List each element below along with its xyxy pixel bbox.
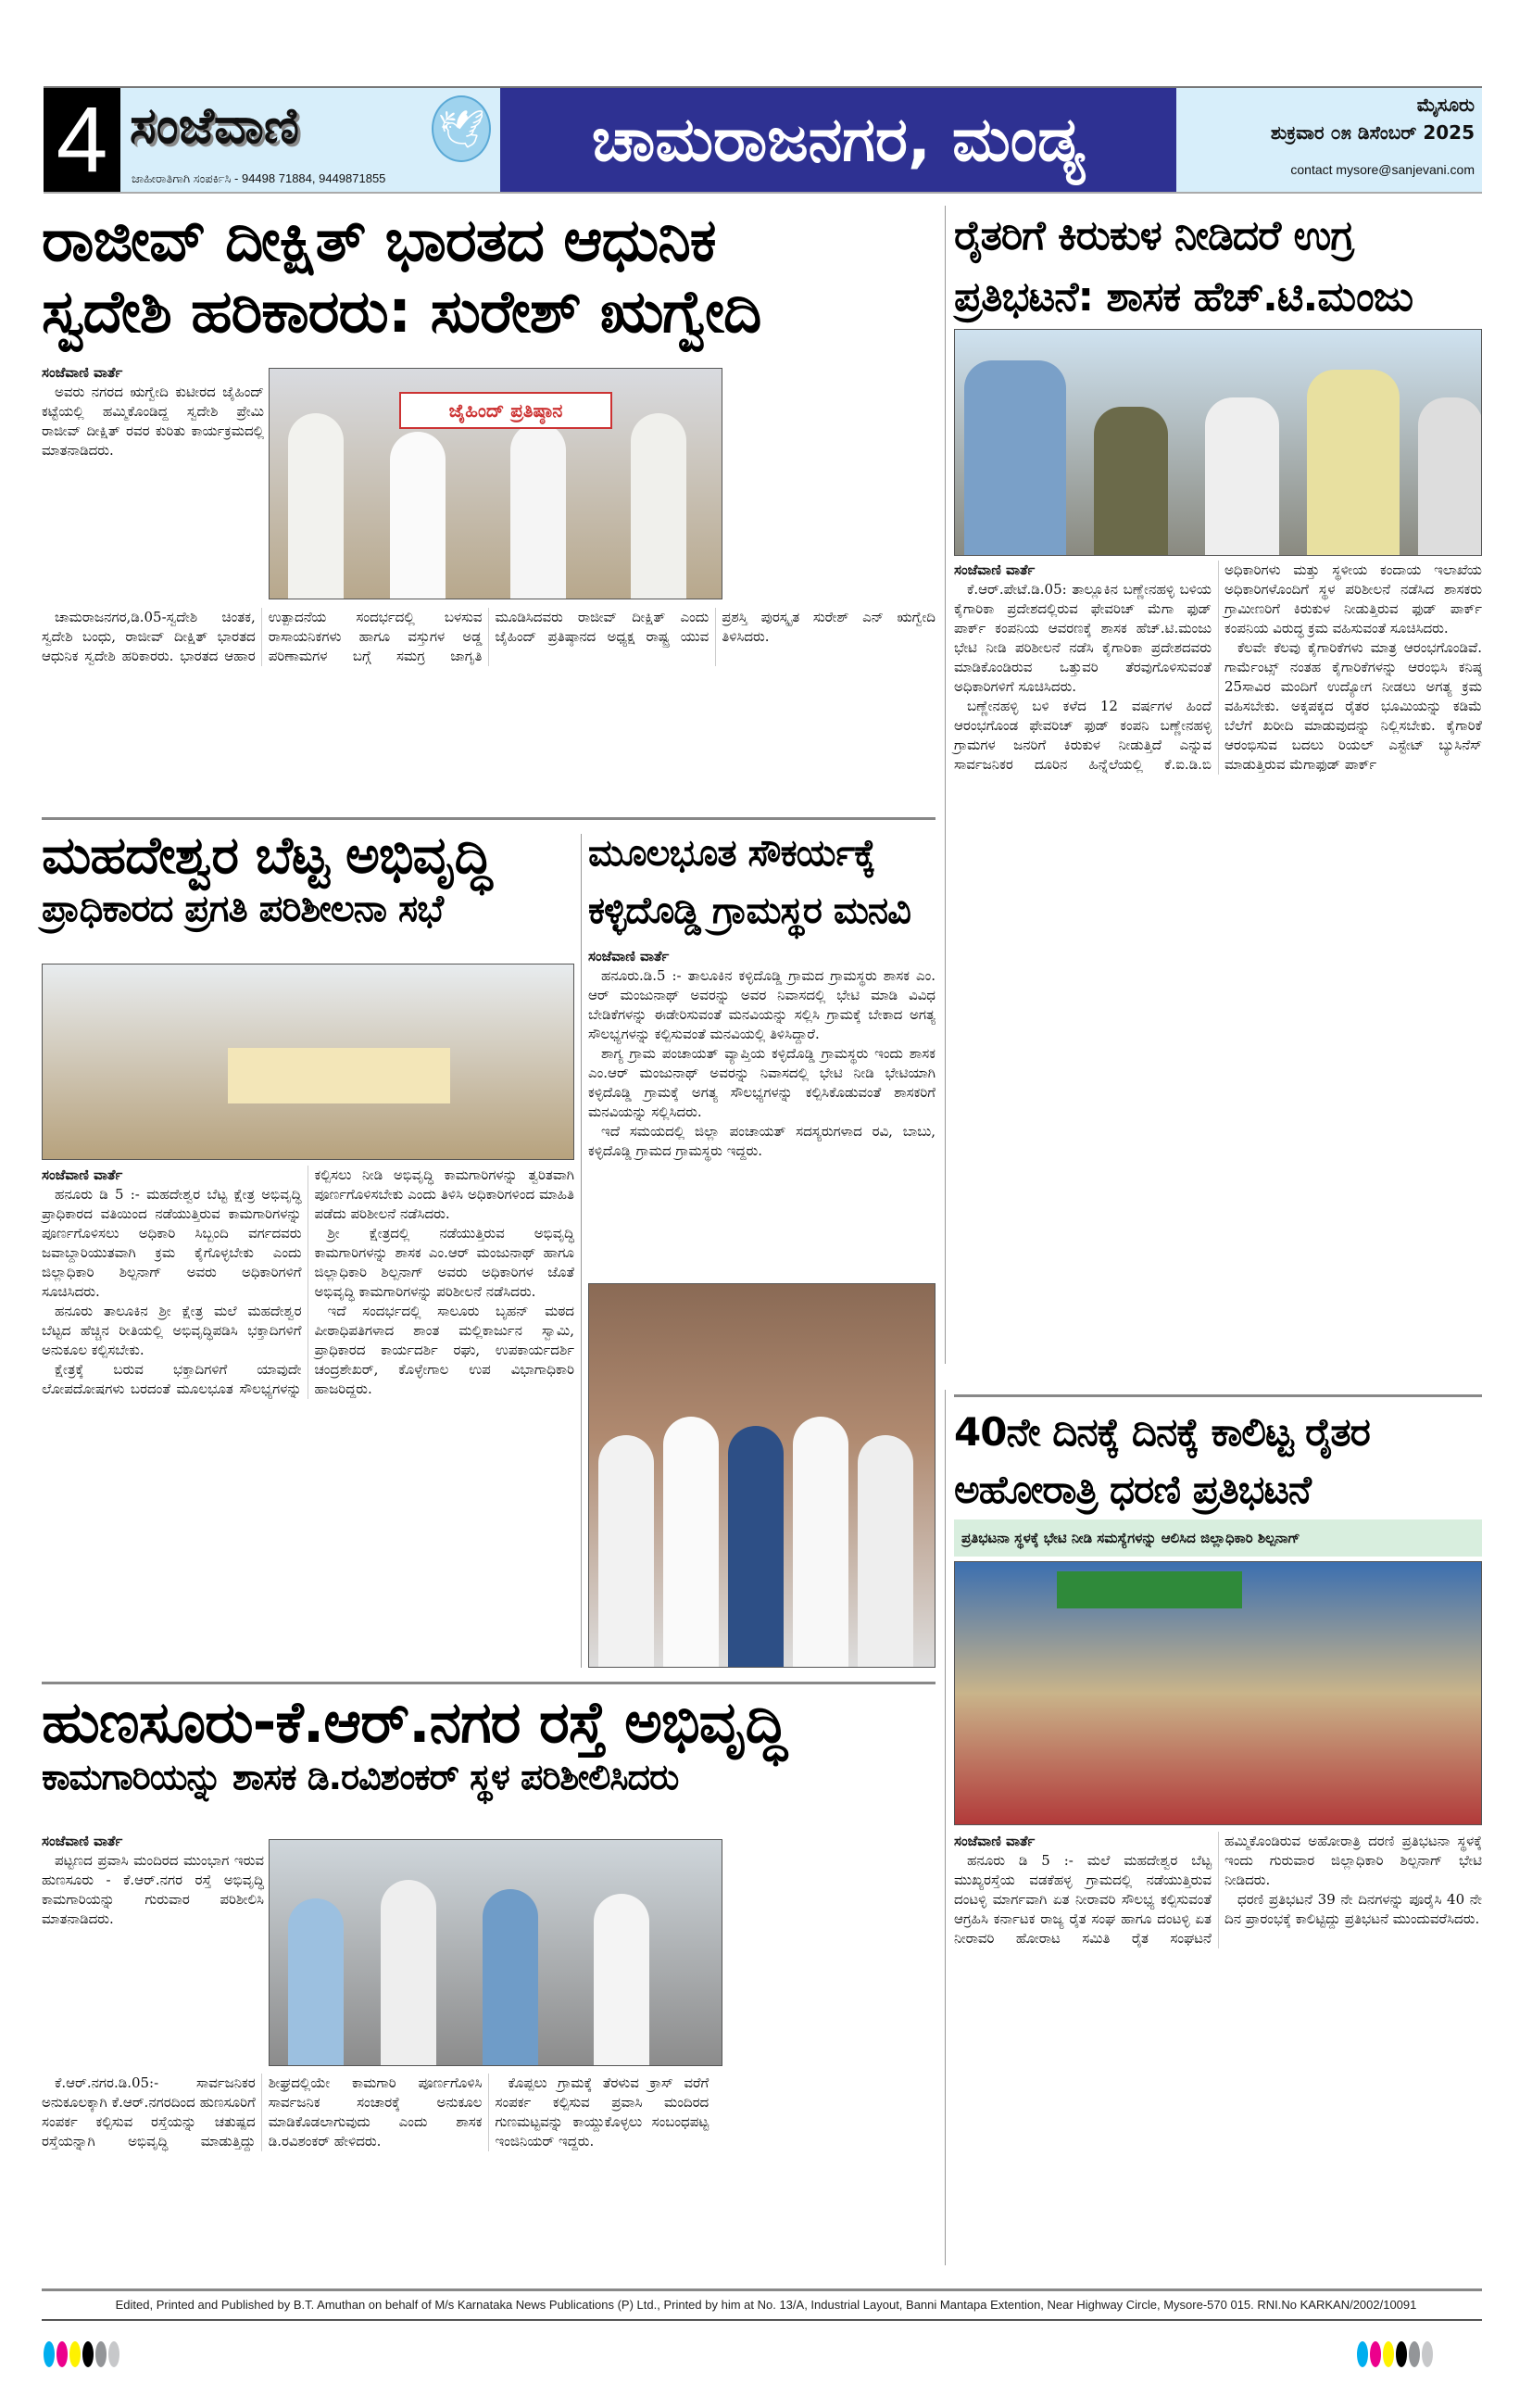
ad-contact: ಜಾಹೀರಾತಿಗಾಗಿ ಸಂಪರ್ಕಿಸಿ - 94498 71884, 9449871855 <box>132 171 386 185</box>
person <box>288 413 344 599</box>
person <box>594 1894 649 2065</box>
paragraph: ಹನೂರು.ಡಿ.5 :- ತಾಲೂಕಿನ ಕಳ್ಳಿದೊಡ್ಡಿ ಗ್ರಾಮದ ಗ್ರಾಮಸ್ಥರು ಶಾಸಕ ಎಂ. ಆರ್ ಮಂಜುನಾಥ್ ಅವರನ್ನು ಅವರ ನಿವಾಸದಲ್ಲಿ ಭೇಟಿ ಮಾಡಿ ವಿವಿಧ ಬೇಡಿಕೆಗಳನ್ನು ಈಡೇರಿಸುವಂತೆ ಮನವಿಯನ್ನು ಸಲ್ಲಿಸಿ ಗ್ರಾಮಕ್ಕೆ ಬೇಕಾದ ಅಗತ್ಯ ಸೌಲಭ್ಯಗಳನ್ನು ಕಲ್ಪಿಸುವಂತೆ ಮನವಿಯಲ್ಲಿ ತಿಳಿಸಿದ್ದಾರೆ. <box>588 967 936 1042</box>
kallidoddi-body <box>588 947 936 1161</box>
byline: ಸಂಜೆವಾಣಿ ವಾರ್ತೆ <box>42 364 123 381</box>
hunsur-body-cols <box>42 2074 936 2151</box>
farmers-body <box>954 561 1482 775</box>
person <box>793 1417 848 1667</box>
paragraph: ಇದೆ ಸಮಯದಲ್ಲಿ ಜಿಲ್ಲಾ ಪಂಚಾಯತ್ ಸದಸ್ಯರುಗಳಾದ ರವಿ, ಬಾಬು, ಕಳ್ಳಿದೊಡ್ಡಿ ಗ್ರಾಮದ ಗ್ರಾಮಸ್ಥರು ಇದ್ದರು. <box>588 1123 936 1159</box>
lead-body-col1 <box>42 363 264 460</box>
paragraph: ಇದೆ ಸಂದರ್ಭದಲ್ಲಿ ಸಾಲೂರು ಬೃಹನ್ ಮಠದ ಪೀಠಾಧಿಪತಿಗಳಾದ ಶಾಂತ ಮಲ್ಲಿಕಾರ್ಜುನ ಸ್ವಾಮಿ, ಪ್ರಾಧಿಕಾರದ ಕಾರ್ಯದರ್ಶಿ ರಘು, ಉಪಕಾರ್ಯದರ್ಶಿ ಚಂದ್ರಶೇಖರ್, ಕೊಳ್ಳೇಗಾಲ ಉಪ ವಿಭಾಗಾಧಿಕಾರಿ ಹಾಜರಿದ್ದರು. <box>314 1303 574 1397</box>
contact-email[interactable]: contact mysore@sanjevani.com <box>1290 162 1475 177</box>
column-divider <box>945 206 946 1364</box>
protest-headline <box>954 1404 1482 1519</box>
registration-dot <box>108 2341 119 2367</box>
protest-body <box>954 1832 1482 1948</box>
person <box>598 1435 654 1667</box>
paragraph: ಶಾಗ್ಯ ಗ್ರಾಮ ಪಂಚಾಯತ್ ವ್ಯಾಪ್ತಿಯ ಕಳ್ಳಿದೊಡ್ಡಿ ಗ್ರಾಮಸ್ಥರು ಇಂದು ಶಾಸಕ ಎಂ.ಆರ್ ಮಂಜುನಾಥ್ ಅವರನ್ನು ನಿವಾಸದಲ್ಲಿ ಭೇಟಿ ನೀಡಿ ಭೇಟಿಯಾಗಿ ಕಳ್ಳಿದೊಡ್ಡಿ ಗ್ರಾಮಕ್ಕೆ ಅಗತ್ಯ ಸೌಲಭ್ಯಗಳನ್ನು ಕಲ್ಪಿಸಿಕೊಡುವಂತೆ ಶಾಸಕರಿಗೆ ಮನವಿಯನ್ನು ಸಲ್ಲಿಸಿದರು. <box>588 1045 936 1120</box>
paragraph: ಕೊಪ್ಪಲು ಗ್ರಾಮಕ್ಕೆ ತೆರಳುವ ಕ್ರಾಸ್ ವರೆಗೆ ಸಂಪರ್ಕ ಕಲ್ಪಿಸುವ ಪ್ರವಾಸಿ ಮಂದಿರದ ಗುಣಮಟ್ಟವನ್ನು ಕಾಯ್ದುಕೊಳ್ಳಲು ಸಂಬಂಧಪಟ್ಟ ಇಂಜಿನಿಯರ್ ಇದ್ದರು. <box>495 2074 709 2150</box>
mahadeshwara-headline <box>42 825 574 931</box>
section-rule <box>42 817 936 820</box>
protest-subheadline-box <box>954 1519 1482 1557</box>
headline-line: ಮೂಲಭೂತ ಸೌಕರ್ಯಕ್ಕೆ <box>588 832 875 875</box>
person <box>381 1880 436 2065</box>
paragraph: ಕ್ಷೇತ್ರಕ್ಕೆ ಬರುವ ಭಕ್ತಾದಿಗಳಿಗೆ ಯಾವುದೇ ಲೋಪದೋಷಗಳು ಬರದಂತೆ ಮೂಲಭೂತ ಸೌಲಭ್ಯಗಳನ್ನು ಕಲ್ಪಿಸಲು ನೀಡಿ ಅಭಿವೃದ್ಧಿ ಕಾಮಗಾರಿಗಳನ್ನು ತ್ವರಿತವಾಗಿ ಪೂರ್ಣಗೊಳಿಸಬೇಕು ಎಂದು ತಿಳಿಸಿ ಅಧಿಕಾರಿಗಳಿಂದ ಮಾಹಿತಿ ಪಡೆದು ಪರಿಶೀಲನೆ ನಡೆಸಿದರು. <box>42 1166 574 1397</box>
photo-banner: ಜೈಹಿಂದ್ ಪ್ರತಿಷ್ಠಾನ <box>399 392 612 429</box>
column-divider <box>581 834 582 1668</box>
masthead-bottom-rule <box>44 192 1482 194</box>
farmers-photo <box>954 329 1482 556</box>
lead-body-cols <box>42 608 936 666</box>
lead-headline <box>42 206 936 348</box>
person <box>631 413 686 599</box>
person <box>858 1435 913 1667</box>
masthead-info <box>1176 88 1482 192</box>
lead-photo <box>269 368 722 599</box>
newspaper-logo[interactable] <box>120 88 500 192</box>
byline: ಸಂಜೆವಾಣಿ ವಾರ್ತೆ <box>588 948 670 964</box>
headline-line: ಕಾಮಗಾರಿಯನ್ನು ಶಾಸಕ ಡಿ.ರವಿಶಂಕರ್ ಸ್ಥಳ ಪರಿಶೀಲಿಸಿದರು <box>42 1757 679 1798</box>
headline-line: ರೈತರಿಗೆ ಕಿರುಕುಳ ನೀಡಿದರೆ ಉಗ್ರ <box>954 212 1353 259</box>
section-title: ಚಾಮರಾಜನಗರ, ಮಂಡ್ಯ <box>500 88 1176 192</box>
protest-banner <box>1057 1571 1242 1608</box>
registration-dot <box>1422 2341 1433 2367</box>
paragraph: ಹನೂರು ತಾಲೂಕಿನ ಶ್ರೀ ಕ್ಷೇತ್ರ ಮಲೆ ಮಹದೇಶ್ವರ ಬೆಟ್ಟದ ಹೆಚ್ಚಿನ ರೀತಿಯಲ್ಲಿ ಅಭಿವೃದ್ಧಿಪಡಿಸಿ ಭಕ್ತಾದಿಗಳಿಗೆ ಅನುಕೂಲ ಕಲ್ಪಿಸಬೇಕು. <box>42 1303 302 1358</box>
paragraph: ಧರಣಿ ಪ್ರತಿಭಟನೆ 39 ನೇ ದಿನಗಳನ್ನು ಪೂರೈಸಿ 40 ನೇ ದಿನ ಪ್ರಾರಂಭಕ್ಕೆ ಕಾಲಿಟ್ಟಿದ್ದು ಪ್ರತಿಭಟನೆ ಮುಂದುವರೆಸಿದರು. <box>1224 1891 1482 1927</box>
registration-marks-left <box>44 2341 119 2367</box>
person <box>1307 370 1400 555</box>
section-rule <box>954 1394 1482 1397</box>
person <box>288 1898 344 2065</box>
headline-line: 40ನೇ ದಿನಕ್ಕೆ ದಿನಕ್ಕೆ ಕಾಲಿಟ್ಟ ರೈತರ <box>954 1409 1370 1455</box>
hunsur-body-col1 <box>42 1832 264 1929</box>
paragraph: ಪಟ್ಟಣದ ಪ್ರವಾಸಿ ಮಂದಿರದ ಮುಂಭಾಗ ಇರುವ ಹುಣಸೂರು - ಕೆ.ಆರ್.ನಗರ ರಸ್ತೆ ಅಭಿವೃದ್ಧಿ ಕಾಮಗಾರಿಯನ್ನು ಗುರುವಾರ ಪರಿಶೀಲಿಸಿ ಮಾತನಾಡಿದರು. <box>42 1852 264 1927</box>
registration-dot <box>1409 2341 1420 2367</box>
person <box>728 1426 784 1667</box>
paragraph: ಕೆಲವೇ ಕೆಲವು ಕೈಗಾರಿಕೆಗಳು ಮಾತ್ರ ಆರಂಭಗೊಂಡಿವೆ. ಗಾರ್ಮೆಂಟ್ಸ್ ನಂತಹ ಕೈಗಾರಿಕೆಗಳನ್ನು ಆರಂಭಿಸಿ ಕನಿಷ್ಠ 25ಸಾವಿರ ಮಂದಿಗೆ ಉದ್ಯೋಗ ನೀಡಲು ಅಗತ್ಯ ಕ್ರಮ ವಹಿಸಬೇಕು. ಅಕ್ಕಪಕ್ಕದ ರೈತರ ಭೂಮಿಯನ್ನು ಕಡಿಮೆ ಬೆಲೆಗೆ ಖರೀದಿ ಮಾಡುವುದನ್ನು ನಿಲ್ಲಿಸಬೇಕು. ಕೈಗಾರಿಕೆ ಆರಂಭಿಸುವ ಬದಲು ರಿಯಲ್ ಎಸ್ಟೇಟ್ ಬ್ಯುಸಿನೆಸ್ ಮಾಡುತ್ತಿರುವ ಮೆಗಾಫುಡ್ ಪಾರ್ಕ್ <box>1224 639 1482 773</box>
paragraph: ಶ್ರೀ ಕ್ಷೇತ್ರದಲ್ಲಿ ನಡೆಯುತ್ತಿರುವ ಅಭಿವೃದ್ಧಿ ಕಾಮಗಾರಿಗಳನ್ನು ಶಾಸಕ ಎಂ.ಆರ್ ಮಂಜುನಾಥ್ ಹಾಗೂ ಜಿಲ್ಲಾಧಿಕಾರಿ ಶಿಲ್ಪನಾಗ್ ಅವರು ಅಧಿಕಾರಿಗಳ ಜೊತೆ ಅಭಿವೃದ್ಧಿ ಕಾಮಗಾರಿಗಳನ್ನು ಪರಿಶೀಲನೆ ನಡೆಸಿದರು. <box>314 1225 574 1300</box>
issue-date: ಶುಕ್ರವಾರ ೦೫ ಡಿಸೆಂಬರ್ 2025 <box>1270 121 1475 144</box>
paragraph: ಕೆ.ಆರ್.ಪೇಟೆ.ಡಿ.05: ತಾಲ್ಲೂಕಿನ ಬಣ್ಣೇನಹಳ್ಳಿ ಬಳಿಯ ಕೈಗಾರಿಕಾ ಪ್ರದೇಶದಲ್ಲಿರುವ ಫೇವರಿಚ್ ಮೆಗಾ ಫುಡ್ ಪಾರ್ಕ್ ಕಂಪನಿಯ ಆವರಣಕ್ಕೆ ಶಾಸಕ ಹೆಚ್.ಟಿ.ಮಂಜು ಭೇಟಿ ನೀಡಿ ಪರಿಶೀಲನೆ ನಡೆಸಿ ಕೈಗಾರಿಕಾ ಪ್ರದೇಶದವರು ಮಾಡಿಕೊಂಡಿರುವ ಒತ್ತುವರಿ ತೆರವುಗೊಳಿಸುವಂತೆ ಅಧಿಕಾರಿಗಳಿಗೆ ಸೂಚಿಸಿದರು. <box>954 581 1212 695</box>
road-inspection-photo <box>269 1839 722 2066</box>
farmers-headline <box>954 206 1482 328</box>
registration-dot <box>1370 2341 1381 2367</box>
person <box>390 432 446 599</box>
registration-dot <box>1396 2341 1407 2367</box>
registration-dot <box>1383 2341 1394 2367</box>
meeting-photo <box>42 964 574 1160</box>
person <box>1094 407 1168 555</box>
logo-wordmark: ಸಂಜೆವಾಣಿ <box>130 96 300 155</box>
hunsur-headline <box>42 1688 936 1799</box>
registration-marks-right <box>1357 2341 1433 2367</box>
kallidoddi-headline <box>588 825 936 939</box>
person <box>663 1417 719 1667</box>
column-divider <box>945 1390 946 2265</box>
imprint-line: Edited, Printed and Published by B.T. Amuthan on behalf of M/s Karnataka News Publications (P) Ltd., Printed by him at No. 13/A, Industrial Layout, Banni Mantapa Extention, Near Highway Circle, Mysore-570 015. RNI.No KARKAN/2002/10091 <box>115 2298 1417 2312</box>
paragraph: ಅವರು ನಗರದ ಋಗ್ವೇದಿ ಕುಟೀರದ ಜೈಹಿಂದ್ ಕಟ್ಟೆಯಲ್ಲಿ ಹಮ್ಮಿಕೊಂಡಿದ್ದ ಸ್ವದೇಶಿ ಪ್ರೇಮಿ ರಾಜೀವ್ ದೀಕ್ಷಿತ್ ರವರ ಕುರಿತು ಕಾರ್ಯಕ್ರಮದಲ್ಲಿ ಮಾತನಾಡಿದರು. <box>42 384 264 459</box>
protest-subheadline: ಪ್ರತಿಭಟನಾ ಸ್ಥಳಕ್ಕೆ ಭೇಟಿ ನೀಡಿ ಸಮಸ್ಯೆಗಳನ್ನು ಆಲಿಸಿದ ಜಿಲ್ಲಾಧಿಕಾರಿ ಶಿಲ್ಪನಾಗ್ <box>961 1530 1300 1546</box>
headline-line: ಅಹೋರಾತ್ರಿ ಧರಣಿ ಪ್ರತಿಭಟನೆ <box>954 1467 1311 1512</box>
headline-line: ಹುಣಸೂರು-ಕೆ.ಆರ್.ನಗರ ರಸ್ತೆ ಅಭಿವೃದ್ಧಿ <box>42 1688 786 1756</box>
dove-emblem-icon: 🕊 <box>432 95 491 162</box>
headline-line: ಮಹದೇಶ್ವರ ಬೆಟ್ಟ ಅಭಿವೃದ್ಧಿ <box>42 826 492 886</box>
protest-photo <box>954 1561 1482 1825</box>
footer-rule <box>42 2319 1482 2321</box>
registration-dot <box>44 2341 55 2367</box>
person <box>483 1889 538 2065</box>
registration-dot <box>69 2341 81 2367</box>
conference-table <box>228 1048 450 1103</box>
section-rule <box>42 1682 936 1684</box>
edition: ಮೈಸೂರು <box>1416 94 1475 116</box>
person <box>510 422 566 599</box>
mahadeshwara-body <box>42 1166 574 1399</box>
paragraph: ಹನೂರು ಡಿ 5 :- ಮಹದೇಶ್ವರ ಬೆಟ್ಟ ಕ್ಷೇತ್ರ ಅಭಿವೃದ್ಧಿ ಪ್ರಾಧಿಕಾರದ ವತಿಯಿಂದ ನಡೆಯುತ್ತಿರುವ ಕಾಮಗಾರಿಗಳನ್ನು ಪೂರ್ಣಗೊಳಿಸಲು ಅಧಿಕಾರಿ ಸಿಬ್ಬಂದಿ ವರ್ಗದವರು ಜವಾಬ್ದಾರಿಯುತವಾಗಿ ಕ್ರಮ ಕೈಗೊಳ್ಳಬೇಕು ಎಂದು ಜಿಲ್ಲಾಧಿಕಾರಿ ಶಿಲ್ಪನಾಗ್ ಅವರು ಅಧಿಕಾರಿಗಳಿಗೆ ಸೂಚಿಸಿದರು. <box>42 1186 302 1300</box>
headline-line: ಪ್ರತಿಭಟನೆ: ಶಾಸಕ ಹೆಚ್.ಟಿ.ಮಂಜು <box>954 273 1413 321</box>
paragraph: ಚಾಮರಾಜನಗರ,ಡಿ.05-ಸ್ವದೇಶಿ ಚಿಂತಕ, ಸ್ವದೇಶಿ ಬಂಧು, ರಾಜೀವ್ ದೀಕ್ಷಿತ್ ಭಾರತದ ಆಧುನಿಕ ಸ್ವದೇಶಿ ಹರಿಕಾರರು. ಭಾರತದ ಆಹಾರ ಉತ್ಪಾದನೆಯ ಸಂದರ್ಭದಲ್ಲಿ ಬಳಸುವ ರಾಸಾಯನಿಕಗಳು ಹಾಗೂ ವಸ್ತುಗಳ ಅಡ್ಡ ಪರಿಣಾಮಗಳ ಬಗ್ಗೆ ಸಮಗ್ರ ಜಾಗೃತಿ ಮೂಡಿಸಿದವರು ರಾಜೀವ್ ದೀಕ್ಷಿತ್ ಎಂದು ಜೈಹಿಂದ್ ಪ್ರತಿಷ್ಠಾನದ ಅಧ್ಯಕ್ಷ ರಾಷ್ಟ್ರ ಯುವ ಪ್ರಶಸ್ತಿ ಪುರಸ್ಕೃತ ಸುರೇಶ್ ಎನ್ ಋಗ್ವೇದಿ ತಿಳಿಸಿದರು. <box>42 609 936 664</box>
paragraph: ಬಣ್ಣೇನಹಳ್ಳಿ ಬಳಿ ಕಳೆದ 12 ವರ್ಷಗಳ ಹಿಂದೆ ಆರಂಭಗೊಂಡ ಫೇವರಿಚ್ ಫುಡ್ ಕಂಪನಿ ಬಣ್ಣೇನಹಳ್ಳಿ ಗ್ರಾಮಗಳ ಜನರಿಗೆ ಕಿರುಕುಳ ನೀಡುತ್ತಿದೆ ಎನ್ನುವ ಸಾರ್ವಜನಿಕರ ದೂರಿನ ಹಿನ್ನೆಲೆಯಲ್ಲಿ ಕೆ.ಐ.ಡಿ.ಬಿ ಅಧಿಕಾರಿಗಳು ಮತ್ತು ಸ್ಥಳೀಯ ಕಂದಾಯ ಇಲಾಖೆಯ ಅಧಿಕಾರಿಗಳೊಂದಿಗೆ ಸ್ಥಳ ಪರಿಶೀಲನೆ ನಡೆಸಿದ ಶಾಸಕರು ಗ್ರಾಮೀಣರಿಗೆ ಕಿರುಕುಳ ನೀಡುತ್ತಿರುವ ಫುಡ್ ಪಾರ್ಕ್ ಕಂಪನಿಯ ವಿರುದ್ಧ ಕ್ರಮ ವಹಿಸುವಂತೆ ಸೂಚಿಸಿದರು. <box>954 561 1482 773</box>
paragraph: ಹನೂರು ಡಿ 5 :- ಮಲೆ ಮಹದೇಶ್ವರ ಬೆಟ್ಟ ಮುಖ್ಯರಸ್ತೆಯ ವಡಕೆಹಳ್ಳ ಗ್ರಾಮದಲ್ಲಿ ನಡೆಯುತ್ತಿರುವ ದಂಟಳ್ಳಿ ಮಾರ್ಗವಾಗಿ ಏತ ನೀರಾವರಿ ಸೌಲಭ್ಯ ಕಲ್ಪಿಸುವಂತೆ ಆಗ್ರಹಿಸಿ ಕರ್ನಾಟಕ ರಾಜ್ಯ ರೈತ ಸಂಘ ಹಾಗೂ ದಂಟಳ್ಳಿ ಏತ ನೀರಾವರಿ ಹೋರಾಟ ಸಮಿತಿ ರೈತ ಸಂಘಟನೆ ಹಮ್ಮಿಕೊಂಡಿರುವ ಅಹೋರಾತ್ರಿ ದರಣಿ ಪ್ರತಿಭಟನಾ ಸ್ಥಳಕ್ಕೆ ಇಂದು ಗುರುವಾರ ಜಿಲ್ಲಾಧಿಕಾರಿ ಶಿಲ್ಪನಾಗ್ ಭೇಟಿ ನೀಡಿದರು. <box>954 1833 1482 1947</box>
villagers-photo <box>588 1283 936 1668</box>
byline: ಸಂಜೆವಾಣಿ ವಾರ್ತೆ <box>954 1833 1036 1849</box>
headline-line: ರಾಜೀವ್ ದೀಕ್ಷಿತ್ ಭಾರತದ ಆಧುನಿಕ <box>42 207 716 275</box>
page-number: 4 <box>44 88 120 192</box>
byline: ಸಂಜೆವಾಣಿ ವಾರ್ತೆ <box>954 561 1036 578</box>
footer-rule <box>42 2288 1482 2291</box>
person <box>964 360 1066 555</box>
byline: ಸಂಜೆವಾಣಿ ವಾರ್ತೆ <box>42 1166 123 1183</box>
byline: ಸಂಜೆವಾಣಿ ವಾರ್ತೆ <box>42 1833 123 1849</box>
registration-dot <box>1357 2341 1368 2367</box>
headline-line: ಸ್ವದೇಶಿ ಹರಿಕಾರರು: ಸುರೇಶ್ ಋಗ್ವೇದಿ <box>42 277 761 347</box>
paragraph: ಕೆ.ಆರ್.ನಗರ.ಡಿ.05:- ಸಾರ್ವಜನಿಕರ ಅನುಕೂಲಕ್ಕಾಗಿ ಕೆ.ಆರ್.ನಗರದಿಂದ ಹುಣಸೂರಿಗೆ ಸಂಪರ್ಕ ಕಲ್ಪಿಸುವ ರಸ್ತೆಯನ್ನು ಚತುಷ್ಪದ ರಸ್ತೆಯನ್ನಾಗಿ ಅಭಿವೃದ್ಧಿ ಮಾಡುತ್ತಿದ್ದು ಶೀಘ್ರದಲ್ಲಿಯೇ ಕಾಮಗಾರಿ ಪೂರ್ಣಗೊಳಿಸಿ ಸಾರ್ವಜನಿಕ ಸಂಚಾರಕ್ಕೆ ಅನುಕೂಲ ಮಾಡಿಕೊಡಲಾಗುವುದು ಎಂದು ಶಾಸಕ ಡಿ.ರವಿಶಂಕರ್ ಹೇಳಿದರು. <box>42 2074 483 2150</box>
headline-line: ಕಳ್ಳಿದೊಡ್ಡಿ ಗ್ರಾಮಸ್ಥರ ಮನವಿ <box>588 889 910 932</box>
person <box>1205 397 1279 555</box>
registration-dot <box>95 2341 107 2367</box>
registration-dot <box>82 2341 94 2367</box>
registration-dot <box>57 2341 68 2367</box>
headline-line: ಪ್ರಾಧಿಕಾರದ ಪ್ರಗತಿ ಪರಿಶೀಲನಾ ಸಭೆ <box>42 888 444 931</box>
person <box>1418 397 1482 555</box>
